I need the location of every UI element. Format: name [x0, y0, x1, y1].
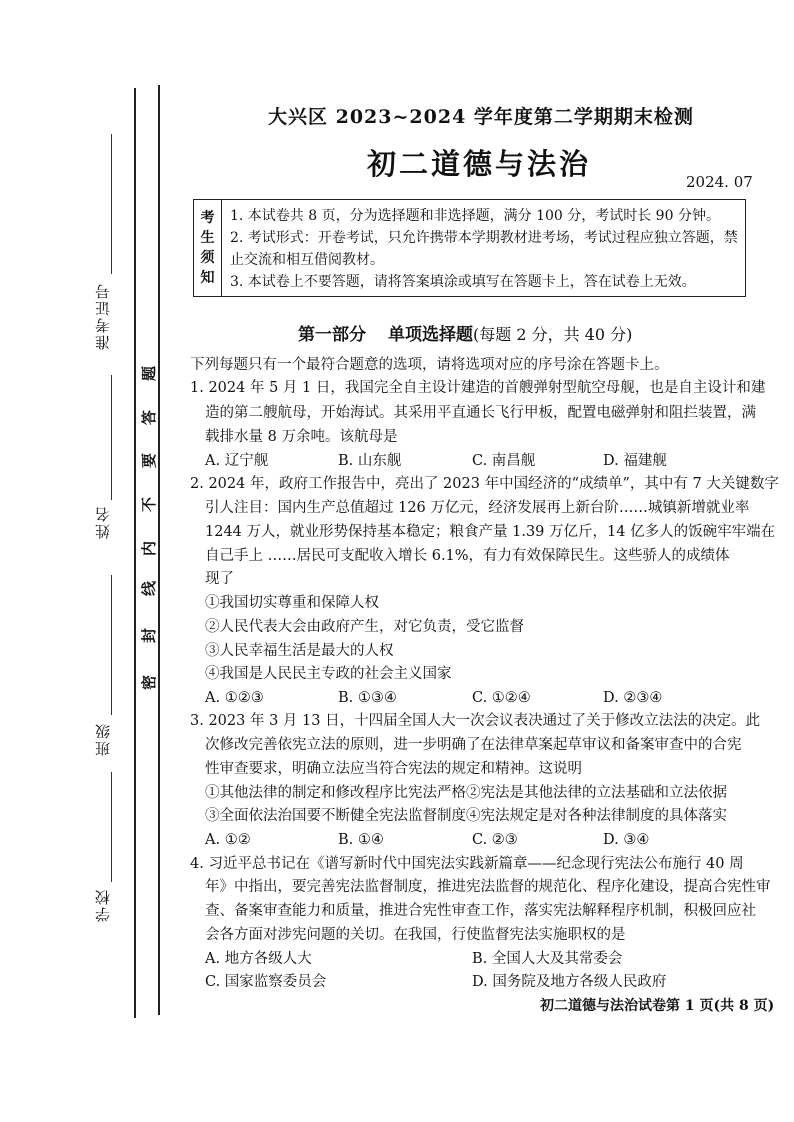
- notice-items: [230, 205, 739, 293]
- q2-statement-3: ③人民幸福生活是最大的人权: [205, 643, 394, 659]
- notice-label-char: 知: [200, 270, 215, 286]
- part-score-note: (每题 2 分，共 40 分): [473, 325, 633, 344]
- q2-statement-2: ②人民代表大会由政府产生，对它负责，受它监督: [205, 619, 524, 635]
- notice-item-2-cont: 止交流和相互借阅教材。: [230, 252, 384, 268]
- q4-option-d[interactable]: D. 国务院及地方各级人民政府: [472, 974, 667, 990]
- ticket-number-label: 准考证号: [94, 282, 112, 350]
- notice-label-char: 生: [200, 230, 215, 246]
- school-label: 学校: [94, 888, 112, 922]
- exam-date: 2024. 07: [686, 173, 753, 191]
- q1-option-b[interactable]: B. 山东舰: [338, 453, 402, 469]
- q3-option-b[interactable]: B. ①④: [338, 832, 384, 848]
- subject-title: 初二道德与法治: [367, 147, 592, 181]
- seal-char-8: 题: [140, 365, 159, 382]
- q1-line-3: 载排水量 8 万余吨。该航母是: [205, 429, 398, 445]
- q2-line-4: 自己手上 ……居民可支配收入增长 6.1%，有力有效保障民生。这些骄人的成绩体: [205, 548, 730, 564]
- q1-option-a[interactable]: A. 辽宁舰: [205, 453, 269, 469]
- seal-char-4: 内: [140, 540, 159, 557]
- q3-option-c[interactable]: C. ②③: [472, 832, 518, 848]
- binding-line-inner: [158, 85, 160, 1015]
- q2-option-a[interactable]: A. ①②③: [205, 690, 264, 706]
- part-title-text: 单项选择题: [388, 325, 473, 345]
- school-blank[interactable]: [111, 772, 112, 882]
- seal-char-6: 要: [140, 452, 159, 469]
- page-footer: 初二道德与法治试卷第 1 页(共 8 页): [540, 998, 775, 1014]
- part-name: 第一部分: [298, 325, 366, 345]
- q4-line-3: 查、备案审查能力和质量，推进合宪性审查工作，落实宪法解释程序机制，积极回应社: [205, 903, 756, 919]
- q2-option-c[interactable]: C. ①②④: [472, 690, 531, 706]
- notice-item-2: 2. 考试形式：开卷考试，只允许携带本学期教材进考场，考试过程应独立答题，禁: [230, 230, 738, 246]
- q3-line-2: 次修改完善依宪立法的原则，进一步明确了在法律草案起草审议和备案审查中的合宪: [205, 737, 742, 753]
- ticket-number-blank[interactable]: [111, 134, 112, 274]
- q2-option-b[interactable]: B. ①③④: [338, 690, 397, 706]
- notice-label-char: 须: [200, 250, 215, 266]
- notice-label-char: 考: [200, 210, 215, 226]
- q1-line-1: 1. 2024 年 5 月 1 日，我国完全自主设计建造的首艘弹射型航空母舰，也是自主设计和建: [190, 380, 766, 396]
- q3-line-1: 3. 2023 年 3 月 13 日，十四届全国人大一次会议表决通过了关于修改立法法的决定。此: [190, 713, 761, 729]
- q3-statement-1: ①其他法律的制定和修改程序比宪法严格②宪法是其他法律的立法基础和立法依据: [205, 785, 727, 801]
- q4-option-b[interactable]: B. 全国人大及其常委会: [472, 951, 623, 967]
- q4-line-1: 4. 习近平总书记在《谱写新时代中国宪法实践新篇章——纪念现行宪法公布施行 40 周: [190, 856, 744, 872]
- seal-char-7: 答: [140, 409, 159, 426]
- q4-line-2: 年》中指出，要完善宪法监督制度，推进宪法监督的规范化、程序化建设，提高合宪性审: [205, 879, 771, 895]
- binding-line-outer: [134, 88, 136, 1018]
- exam-title: 大兴区 2023~2024 学年度第二学期期末检测: [268, 106, 694, 128]
- name-label: 姓名: [94, 505, 112, 539]
- q2-line-3: 1244 万人，就业形势保持基本稳定；粮食产量 1.39 万亿斤，14 亿多人的饭碗牢牢端在: [205, 524, 776, 540]
- q2-option-d[interactable]: D. ②③④: [603, 690, 663, 706]
- q3-option-a[interactable]: A. ①②: [205, 832, 251, 848]
- notice-label: [194, 200, 222, 296]
- class-label: 班级: [94, 722, 112, 756]
- class-blank[interactable]: [111, 575, 112, 715]
- q4-option-a[interactable]: A. 地方各级人大: [205, 951, 312, 967]
- q2-line-2: 引人注目：国内生产总值超过 126 万亿元，经济发展再上新台阶……城镇新增就业率: [205, 500, 750, 516]
- name-blank[interactable]: [111, 375, 112, 500]
- q4-option-c[interactable]: C. 国家监察委员会: [205, 974, 327, 990]
- seal-char-5: 不: [140, 496, 159, 513]
- seal-char-1: 密: [140, 674, 159, 691]
- part-instruction: 下列每题只有一个最符合题意的选项，请将选项对应的序号涂在答题卡上。: [190, 357, 669, 373]
- q2-statement-1: ①我国切实尊重和保障人权: [205, 595, 379, 611]
- q2-statement-4: ④我国是人民民主专政的社会主义国家: [205, 666, 452, 682]
- q1-option-d[interactable]: D. 福建舰: [603, 453, 667, 469]
- q1-line-2: 造的第二艘航母，开始海试。其采用平直通长飞行甲板，配置电磁弹射和阻拦装置，满: [205, 405, 756, 421]
- q3-line-3: 性审查要求，明确立法应当符合宪法的规定和精神。这说明: [205, 761, 582, 777]
- part-one-heading: [298, 320, 632, 345]
- q4-line-4: 会各方面对涉宪问题的关切。在我国，行使监督宪法实施职权的是: [205, 927, 626, 943]
- notice-item-1: 1. 本试卷共 8 页，分为选择题和非选择题，满分 100 分，考试时长 90 分钟。: [230, 208, 720, 224]
- q2-line-1: 2. 2024 年，政府工作报告中，亮出了 2023 年中国经济的“成绩单”，其中有 7 大关键数字: [190, 476, 779, 492]
- candidate-notice-box: [193, 199, 746, 297]
- q3-statement-2: ③全面依法治国要不断健全宪法监督制度④宪法规定是对各种法律制度的具体落实: [205, 808, 727, 824]
- notice-item-3: 3. 本试卷上不要答题，请将答案填涂或填写在答题卡上，答在试卷上无效。: [230, 274, 696, 290]
- q3-option-d[interactable]: D. ③④: [603, 832, 650, 848]
- seal-char-2: 封: [140, 627, 159, 644]
- q1-option-c[interactable]: C. 南昌舰: [472, 453, 536, 469]
- seal-char-3: 线: [140, 580, 159, 597]
- q2-line-5: 现了: [205, 571, 234, 587]
